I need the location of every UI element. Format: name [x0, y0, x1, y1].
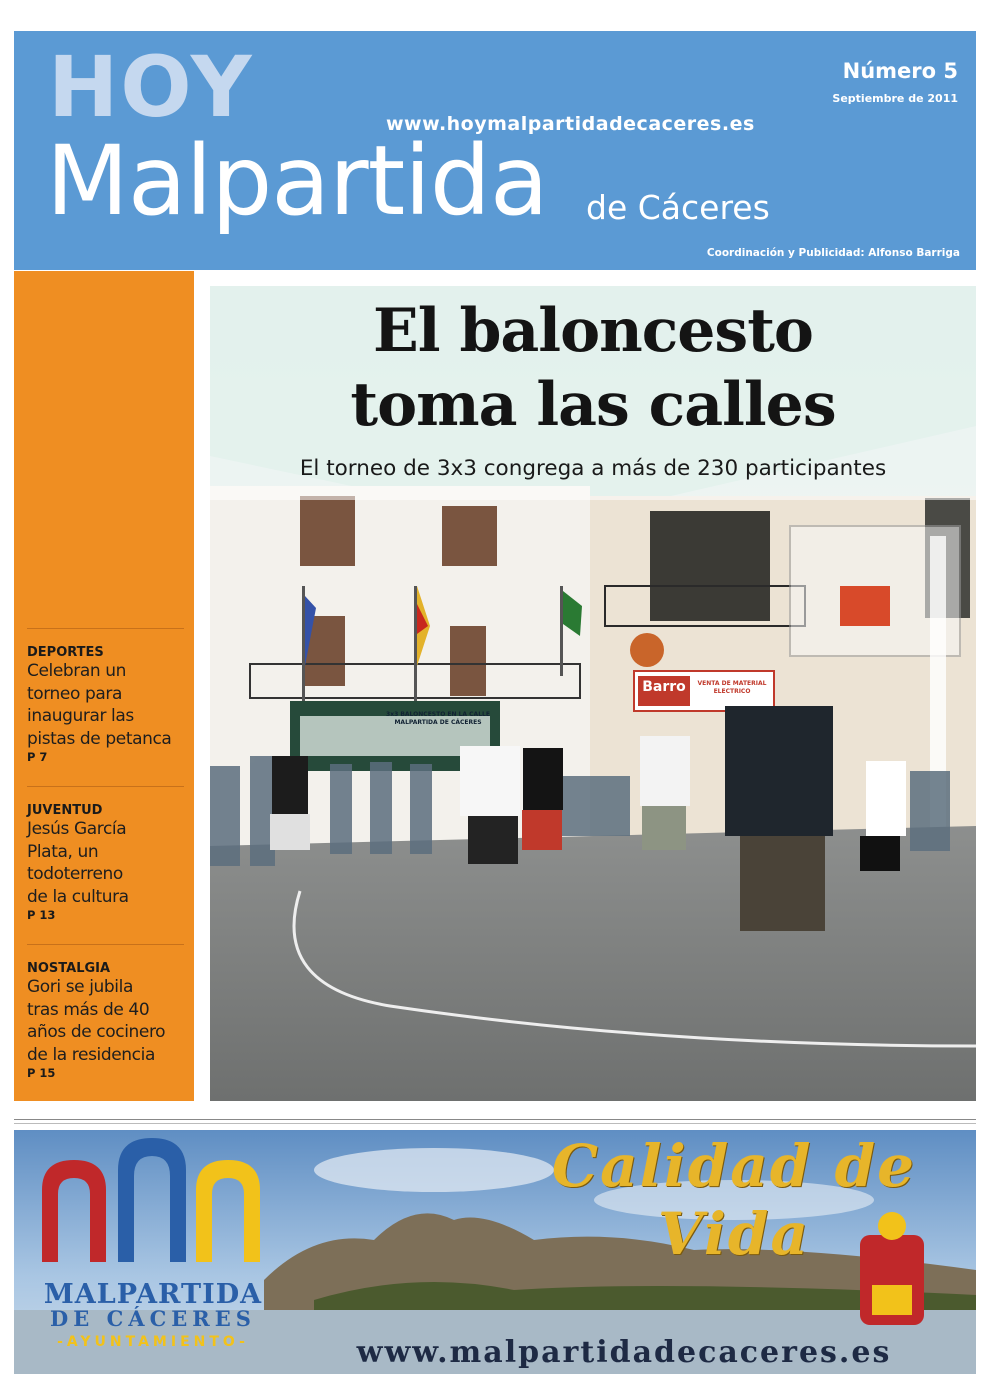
brand-logo-hoy: HOY — [48, 38, 254, 136]
teaser-headline-line: todoterreno — [27, 864, 123, 884]
separator-line — [14, 1119, 976, 1120]
teaser-headline-line: Gori se jubila — [27, 977, 133, 997]
teaser-section: NOSTALGIA — [27, 961, 111, 976]
publisher-credit: Coordinación y Publicidad: Alfonso Barriga — [706, 247, 960, 259]
advert-slogan: Calidad de Vida — [551, 1132, 917, 1268]
teaser-page: P 7 — [27, 750, 48, 764]
teaser-headline-line: Jesús García — [27, 819, 127, 839]
advert-logo-sub: DE CÁCERES — [50, 1306, 256, 1331]
shop-sign: Barro — [642, 679, 686, 695]
teaser-headline-line: Celebran un — [27, 661, 127, 681]
advert-logo-ayuntamiento: -AYUNTAMIENTO- — [57, 1334, 249, 1350]
cover-headline-line1[interactable]: El baloncesto — [373, 296, 813, 366]
teaser-headline-line: de la residencia — [27, 1044, 155, 1065]
cover-headline-line2[interactable]: toma las calles — [350, 370, 836, 440]
shop-sign-detail: VENTA DE MATERIAL ELECTRICO — [697, 680, 767, 695]
teaser-juventud[interactable] — [27, 786, 184, 922]
teaser-headline-line: tras más de 40 — [27, 999, 150, 1020]
teaser-headline-line: torneo para — [27, 683, 123, 704]
sidebar-teasers — [14, 271, 194, 1101]
teaser-page: P 13 — [27, 908, 56, 922]
teaser-headline-line: de la cultura — [27, 886, 129, 907]
banner-sign: 3x3 BALONCESTO EN LA CALLE — [386, 711, 490, 718]
teaser-headline-line: Plata, un — [27, 841, 99, 862]
teaser-page: P 15 — [27, 1066, 56, 1080]
issue-number: Número 5 — [842, 59, 958, 83]
advert-website-link[interactable]: www.malpartidadecaceres.es — [356, 1335, 892, 1370]
issue-date: Septiembre de 2011 — [832, 92, 958, 105]
brand-town: Malpartida — [46, 125, 548, 237]
teaser-deportes[interactable] — [27, 628, 184, 764]
separator-line — [14, 1123, 976, 1124]
brand-province: de Cáceres — [586, 188, 770, 227]
advert-logo-name: MALPARTIDA — [43, 1279, 263, 1310]
teaser-nostalgia[interactable] — [27, 944, 184, 1080]
cover-photo — [210, 286, 976, 1101]
teaser-headline-line: pistas de petanca — [27, 728, 172, 749]
website-link[interactable]: www.hoymalpartidadecaceres.es — [386, 113, 755, 135]
town-hall-advert[interactable] — [14, 1130, 976, 1374]
banner-sign-sub: MALPARTIDA DE CÁCERES — [394, 719, 482, 726]
teaser-section: DEPORTES — [27, 645, 104, 660]
teaser-section: JUVENTUD — [27, 803, 103, 818]
masthead — [14, 31, 976, 270]
cover-subhead: El torneo de 3x3 congrega a más de 230 participantes — [299, 456, 887, 481]
teaser-headline-line: inaugurar las — [27, 706, 134, 726]
teaser-headline-line: años de cocinero — [27, 1022, 166, 1042]
